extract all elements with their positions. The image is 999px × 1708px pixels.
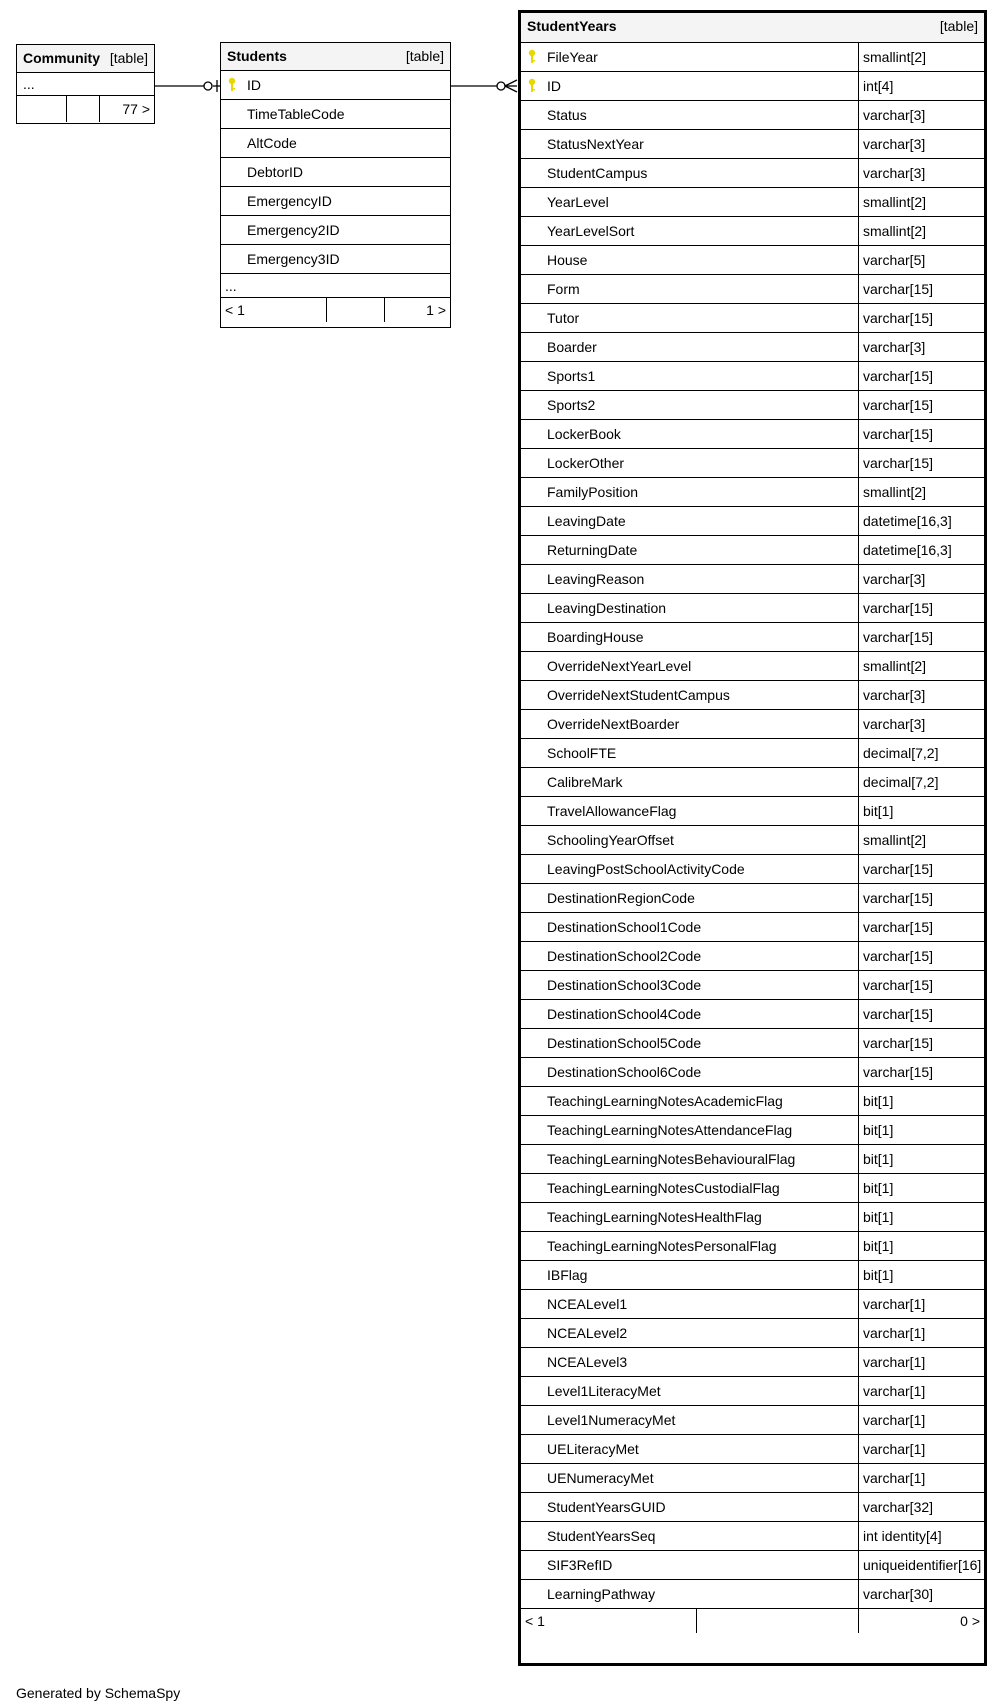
column-name: Tutor xyxy=(547,310,580,326)
column-row[interactable] xyxy=(221,187,450,216)
column-type: varchar[30] xyxy=(858,1580,984,1608)
column-type: bit[1] xyxy=(858,1116,984,1144)
column-type: bit[1] xyxy=(858,797,984,825)
column-name: DebtorID xyxy=(247,164,304,180)
column-type: varchar[15] xyxy=(858,884,984,912)
column-name: NCEALevel2 xyxy=(547,1325,628,1341)
table-kind: [table] xyxy=(109,50,148,66)
column-row[interactable] xyxy=(521,710,984,739)
column-type: varchar[1] xyxy=(858,1348,984,1376)
key-cell xyxy=(521,855,543,883)
column-row[interactable] xyxy=(521,826,984,855)
column-name: BoardingHouse xyxy=(547,629,644,645)
column-name: SchoolFTE xyxy=(547,745,617,761)
key-cell xyxy=(221,100,243,128)
column-type: varchar[15] xyxy=(858,304,984,332)
column-row[interactable] xyxy=(521,449,984,478)
column-name: Sports1 xyxy=(547,368,596,384)
key-cell xyxy=(521,101,543,129)
column-name: TeachingLearningNotesAcademicFlag xyxy=(547,1093,783,1109)
column-row[interactable] xyxy=(521,1029,984,1058)
key-cell xyxy=(521,188,543,216)
column-name: NCEALevel3 xyxy=(547,1354,628,1370)
column-name: DestinationSchool5Code xyxy=(547,1035,702,1051)
table-title: Students xyxy=(227,48,287,64)
column-row[interactable] xyxy=(521,623,984,652)
parents-count[interactable]: < 1 xyxy=(525,1613,545,1629)
column-type: varchar[15] xyxy=(858,391,984,419)
column-name: YearLevelSort xyxy=(547,223,635,239)
column-name: Level1NumeracyMet xyxy=(547,1412,676,1428)
column-row[interactable] xyxy=(521,942,984,971)
column-name: DestinationSchool6Code xyxy=(547,1064,702,1080)
column-name: OverrideNextBoarder xyxy=(547,716,680,732)
key-cell xyxy=(521,971,543,999)
column-name: OverrideNextStudentCampus xyxy=(547,687,730,703)
column-row[interactable] xyxy=(521,681,984,710)
key-cell xyxy=(521,1058,543,1086)
column-row[interactable] xyxy=(521,971,984,1000)
table-title: StudentYears xyxy=(527,18,617,34)
column-name: NCEALevel1 xyxy=(547,1296,628,1312)
column-row[interactable] xyxy=(521,1464,984,1493)
column-type: int[4] xyxy=(858,72,984,100)
key-cell xyxy=(521,420,543,448)
key-cell xyxy=(221,245,243,273)
column-row[interactable] xyxy=(521,1087,984,1116)
column-row[interactable] xyxy=(521,1435,984,1464)
column-row[interactable] xyxy=(521,217,984,246)
key-cell xyxy=(521,217,543,245)
column-name: LeavingDate xyxy=(547,513,626,529)
column-name: OverrideNextYearLevel xyxy=(547,658,692,674)
key-cell xyxy=(521,1377,543,1405)
column-row[interactable] xyxy=(521,652,984,681)
key-cell xyxy=(521,507,543,535)
column-type: bit[1] xyxy=(858,1261,984,1289)
key-cell xyxy=(521,681,543,709)
key-cell xyxy=(521,739,543,767)
key-cell xyxy=(521,1000,543,1028)
table-footer xyxy=(221,298,450,322)
key-cell xyxy=(521,1029,543,1057)
generated-by-caption: Generated by SchemaSpy xyxy=(16,1685,181,1701)
key-cell xyxy=(521,797,543,825)
ellipsis-row xyxy=(221,274,450,298)
column-type: smallint[2] xyxy=(858,652,984,680)
column-type: smallint[2] xyxy=(858,478,984,506)
column-name: IBFlag xyxy=(547,1267,588,1283)
column-row[interactable] xyxy=(521,1174,984,1203)
column-type: uniqueidentifier[16] xyxy=(858,1551,984,1579)
key-cell xyxy=(521,913,543,941)
column-name: DestinationSchool2Code xyxy=(547,948,702,964)
column-type: varchar[3] xyxy=(858,130,984,158)
column-type: datetime[16,3] xyxy=(858,507,984,535)
key-cell xyxy=(221,129,243,157)
column-type: varchar[3] xyxy=(858,565,984,593)
key-cell xyxy=(521,1290,543,1318)
column-row[interactable] xyxy=(221,216,450,245)
column-row[interactable] xyxy=(521,1261,984,1290)
column-name: CalibreMark xyxy=(547,774,623,790)
column-name: SchoolingYearOffset xyxy=(547,832,674,848)
column-name: DestinationSchool4Code xyxy=(547,1006,702,1022)
column-row[interactable] xyxy=(521,1000,984,1029)
column-row[interactable] xyxy=(521,1348,984,1377)
column-type: varchar[3] xyxy=(858,681,984,709)
key-cell xyxy=(221,158,243,186)
column-name: TeachingLearningNotesCustodialFlag xyxy=(547,1180,780,1196)
ellipsis: ... xyxy=(225,277,237,294)
column-row[interactable] xyxy=(521,1290,984,1319)
key-cell xyxy=(521,1261,543,1289)
column-name: ID xyxy=(547,78,561,94)
key-cell xyxy=(521,826,543,854)
column-name: TeachingLearningNotesPersonalFlag xyxy=(547,1238,777,1254)
column-type: varchar[3] xyxy=(858,333,984,361)
primary-key-icon xyxy=(527,49,537,65)
key-cell xyxy=(521,710,543,738)
column-type: varchar[15] xyxy=(858,420,984,448)
key-cell xyxy=(521,1232,543,1260)
column-type: smallint[2] xyxy=(858,188,984,216)
column-row[interactable] xyxy=(521,1116,984,1145)
column-row[interactable] xyxy=(521,1058,984,1087)
column-row[interactable] xyxy=(521,884,984,913)
table-header xyxy=(17,45,154,73)
key-cell xyxy=(521,130,543,158)
column-type: varchar[1] xyxy=(858,1406,984,1434)
key-cell xyxy=(221,71,243,99)
primary-key-icon xyxy=(227,77,237,93)
column-type: varchar[15] xyxy=(858,1058,984,1086)
key-cell xyxy=(521,1551,543,1579)
key-cell xyxy=(521,159,543,187)
column-name: LeavingDestination xyxy=(547,600,667,616)
column-name: ReturningDate xyxy=(547,542,638,558)
column-row[interactable] xyxy=(521,913,984,942)
column-name: LearningPathway xyxy=(547,1586,656,1602)
column-name: LockerBook xyxy=(547,426,621,442)
column-name: TimeTableCode xyxy=(247,106,345,122)
column-row[interactable] xyxy=(521,1522,984,1551)
key-cell xyxy=(521,942,543,970)
column-type: varchar[15] xyxy=(858,1000,984,1028)
column-name: StudentCampus xyxy=(547,165,648,181)
key-cell xyxy=(521,1522,543,1550)
table-footer xyxy=(17,96,154,122)
key-cell xyxy=(521,246,543,274)
column-type: bit[1] xyxy=(858,1232,984,1260)
column-name: DestinationSchool1Code xyxy=(547,919,702,935)
column-type: varchar[15] xyxy=(858,362,984,390)
column-name: StatusNextYear xyxy=(547,136,644,152)
key-cell xyxy=(521,1348,543,1376)
table-header xyxy=(221,43,450,71)
column-row[interactable] xyxy=(521,188,984,217)
column-name: AltCode xyxy=(247,135,297,151)
column-type: varchar[15] xyxy=(858,942,984,970)
column-row[interactable] xyxy=(521,333,984,362)
key-cell xyxy=(521,1116,543,1144)
column-name: LeavingReason xyxy=(547,571,645,587)
column-name: DestinationSchool3Code xyxy=(547,977,702,993)
community-students-relation xyxy=(155,80,220,92)
studentyears-columns xyxy=(521,43,984,1609)
column-row[interactable] xyxy=(521,565,984,594)
column-type: datetime[16,3] xyxy=(858,536,984,564)
key-cell xyxy=(521,1464,543,1492)
column-row[interactable] xyxy=(521,507,984,536)
key-cell xyxy=(521,623,543,651)
key-cell xyxy=(521,1580,543,1608)
column-name: StudentYearsSeq xyxy=(547,1528,656,1544)
column-type: bit[1] xyxy=(858,1203,984,1231)
column-row[interactable] xyxy=(521,43,984,72)
key-cell xyxy=(521,449,543,477)
column-row[interactable] xyxy=(521,275,984,304)
key-cell xyxy=(521,1319,543,1347)
table-kind: [table] xyxy=(939,18,978,34)
column-row[interactable] xyxy=(521,797,984,826)
column-type: smallint[2] xyxy=(858,826,984,854)
column-row[interactable] xyxy=(521,362,984,391)
column-row[interactable] xyxy=(521,594,984,623)
column-row[interactable] xyxy=(521,1319,984,1348)
key-cell xyxy=(521,884,543,912)
column-row[interactable] xyxy=(521,1493,984,1522)
key-cell xyxy=(521,275,543,303)
column-name: Status xyxy=(547,107,587,123)
column-type: decimal[7,2] xyxy=(858,768,984,796)
column-row[interactable] xyxy=(521,536,984,565)
column-type: varchar[5] xyxy=(858,246,984,274)
column-name: UELiteracyMet xyxy=(547,1441,639,1457)
column-type: varchar[15] xyxy=(858,623,984,651)
key-cell xyxy=(521,304,543,332)
column-row[interactable] xyxy=(521,1203,984,1232)
column-row[interactable] xyxy=(521,1551,984,1580)
key-cell xyxy=(221,187,243,215)
key-cell xyxy=(521,565,543,593)
children-count[interactable]: 0 > xyxy=(858,1609,984,1633)
column-type: varchar[1] xyxy=(858,1377,984,1405)
column-type: varchar[1] xyxy=(858,1464,984,1492)
key-cell xyxy=(521,1145,543,1173)
column-row[interactable] xyxy=(521,101,984,130)
column-type: bit[1] xyxy=(858,1145,984,1173)
footer-mid xyxy=(66,96,98,122)
children-count[interactable]: 1 > xyxy=(384,298,450,322)
key-cell xyxy=(521,478,543,506)
column-name: TeachingLearningNotesBehaviouralFlag xyxy=(547,1151,796,1167)
column-row[interactable] xyxy=(521,739,984,768)
column-name: Form xyxy=(547,281,580,297)
column-row[interactable] xyxy=(521,1406,984,1435)
column-type: varchar[15] xyxy=(858,594,984,622)
column-type: smallint[2] xyxy=(858,43,984,71)
key-cell xyxy=(521,1493,543,1521)
ellipsis: ... xyxy=(23,76,35,92)
column-name: StudentYearsGUID xyxy=(547,1499,666,1515)
column-name: Emergency2ID xyxy=(247,222,340,238)
column-row[interactable] xyxy=(221,71,450,100)
column-type: varchar[1] xyxy=(858,1290,984,1318)
column-row[interactable] xyxy=(521,1377,984,1406)
column-name: Boarder xyxy=(547,339,597,355)
column-row[interactable] xyxy=(521,420,984,449)
column-name: TeachingLearningNotesAttendanceFlag xyxy=(547,1122,793,1138)
column-name: FileYear xyxy=(547,49,598,65)
parents-count[interactable]: < 1 xyxy=(225,302,245,318)
column-row[interactable] xyxy=(521,72,984,101)
column-name: SIF3RefID xyxy=(547,1557,613,1573)
column-name: YearLevel xyxy=(547,194,609,210)
key-cell xyxy=(521,362,543,390)
column-row[interactable] xyxy=(521,304,984,333)
children-count[interactable]: 77 > xyxy=(99,96,154,122)
column-row[interactable] xyxy=(521,246,984,275)
key-cell xyxy=(521,333,543,361)
column-name: UENumeracyMet xyxy=(547,1470,654,1486)
table-footer xyxy=(521,1609,984,1633)
column-type: varchar[1] xyxy=(858,1319,984,1347)
column-name: FamilyPosition xyxy=(547,484,639,500)
table-title: Community xyxy=(23,50,100,66)
column-row[interactable] xyxy=(221,129,450,158)
column-row[interactable] xyxy=(221,158,450,187)
column-type: smallint[2] xyxy=(858,217,984,245)
column-name: TravelAllowanceFlag xyxy=(547,803,677,819)
key-cell xyxy=(521,1174,543,1202)
column-type: varchar[32] xyxy=(858,1493,984,1521)
column-row[interactable] xyxy=(221,100,450,129)
column-name: LockerOther xyxy=(547,455,625,471)
column-row[interactable] xyxy=(521,768,984,797)
table-kind: [table] xyxy=(405,48,444,64)
studentyears-table[interactable] xyxy=(518,10,987,1666)
column-type: varchar[15] xyxy=(858,1029,984,1057)
table-header xyxy=(521,13,984,43)
column-type: int identity[4] xyxy=(858,1522,984,1550)
key-cell xyxy=(521,72,543,100)
column-type: varchar[15] xyxy=(858,913,984,941)
footer-mid xyxy=(326,298,384,322)
column-row[interactable] xyxy=(521,478,984,507)
column-type: varchar[15] xyxy=(858,971,984,999)
column-row[interactable] xyxy=(521,130,984,159)
community-table[interactable] xyxy=(16,44,155,124)
column-row[interactable] xyxy=(521,1232,984,1261)
column-row[interactable] xyxy=(221,245,450,274)
column-name: Level1LiteracyMet xyxy=(547,1383,661,1399)
column-name: EmergencyID xyxy=(247,193,332,209)
column-row[interactable] xyxy=(521,1145,984,1174)
column-name: TeachingLearningNotesHealthFlag xyxy=(547,1209,762,1225)
key-cell xyxy=(521,43,543,71)
column-name: DestinationRegionCode xyxy=(547,890,695,906)
key-cell xyxy=(521,652,543,680)
key-cell xyxy=(521,1087,543,1115)
key-cell xyxy=(521,1203,543,1231)
column-name: Emergency3ID xyxy=(247,251,340,267)
column-name: House xyxy=(547,252,588,268)
column-name: ID xyxy=(247,77,261,93)
column-type: varchar[15] xyxy=(858,449,984,477)
column-name: LeavingPostSchoolActivityCode xyxy=(547,861,745,877)
column-row[interactable] xyxy=(521,855,984,884)
ellipsis-row xyxy=(17,73,154,96)
key-cell xyxy=(521,1435,543,1463)
column-name: Sports2 xyxy=(547,397,596,413)
key-cell xyxy=(521,536,543,564)
column-type: varchar[1] xyxy=(858,1435,984,1463)
students-studentyears-relation xyxy=(451,80,517,92)
students-columns xyxy=(221,71,450,274)
footer-mid xyxy=(696,1609,858,1633)
column-type: varchar[15] xyxy=(858,275,984,303)
primary-key-icon xyxy=(527,78,537,94)
key-cell xyxy=(521,1406,543,1434)
column-type: bit[1] xyxy=(858,1087,984,1115)
column-type: decimal[7,2] xyxy=(858,739,984,767)
key-cell xyxy=(521,391,543,419)
column-type: bit[1] xyxy=(858,1174,984,1202)
column-type: varchar[15] xyxy=(858,855,984,883)
students-table[interactable] xyxy=(220,42,451,328)
column-type: varchar[3] xyxy=(858,159,984,187)
column-row[interactable] xyxy=(521,1580,984,1609)
key-cell xyxy=(521,768,543,796)
column-type: varchar[3] xyxy=(858,101,984,129)
key-cell xyxy=(521,594,543,622)
column-row[interactable] xyxy=(521,159,984,188)
column-row[interactable] xyxy=(521,391,984,420)
key-cell xyxy=(221,216,243,244)
column-type: varchar[3] xyxy=(858,710,984,738)
